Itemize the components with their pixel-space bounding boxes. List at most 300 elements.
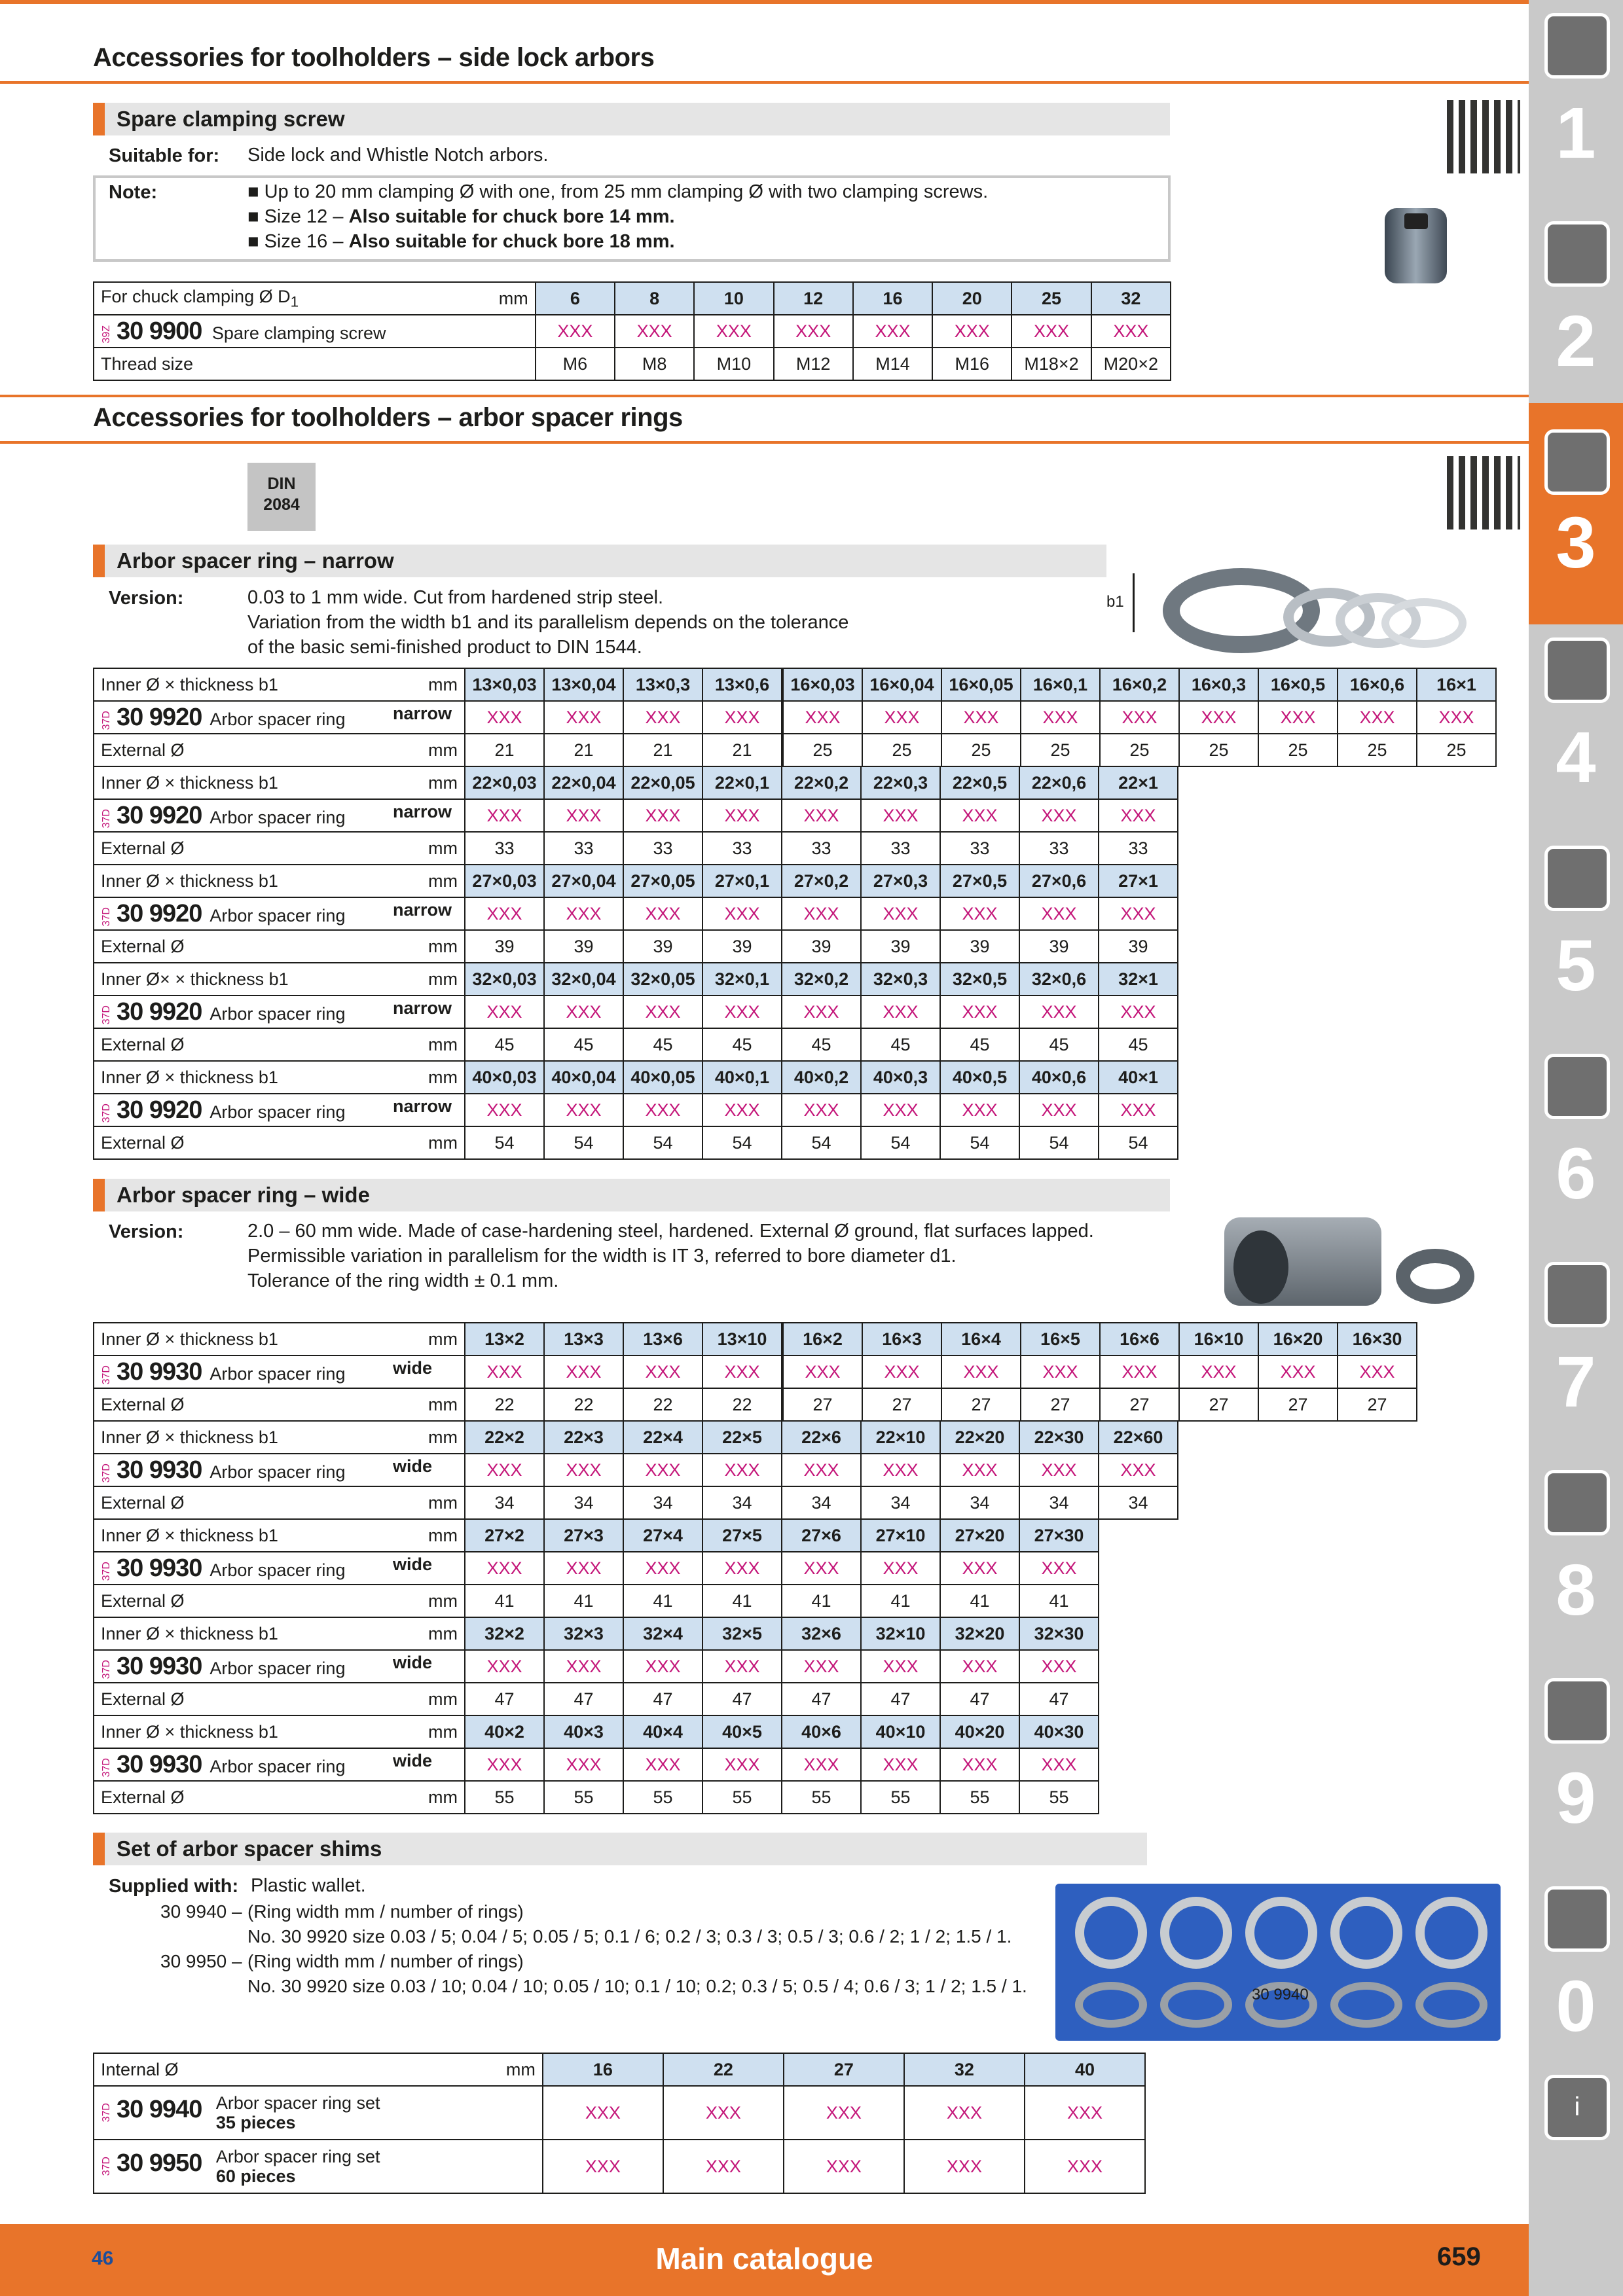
article-cell xyxy=(94,315,536,348)
external-cell: 27 xyxy=(1179,1388,1258,1421)
size-cell: 40×3 xyxy=(544,1715,623,1748)
chapter-tab-8[interactable] xyxy=(1529,1457,1623,1665)
chapter-tab-9[interactable] xyxy=(1529,1665,1623,1873)
chapter-tab-3[interactable] xyxy=(1529,403,1623,624)
external-cell: 45 xyxy=(940,1028,1019,1061)
price-cell[interactable]: XXX xyxy=(1091,315,1171,348)
size-cell: 32 xyxy=(1091,282,1171,315)
price-cell[interactable]: XXX xyxy=(1021,1355,1100,1388)
price-cell[interactable]: XXX xyxy=(623,701,702,734)
ring-type: narrow xyxy=(393,997,452,1018)
price-cell[interactable]: XXX xyxy=(940,996,1019,1028)
price-cell[interactable]: XXX xyxy=(940,1748,1019,1781)
price-cell[interactable]: XXX xyxy=(1019,1650,1099,1683)
external-cell: 21 xyxy=(544,734,623,766)
version-line: 2.0 – 60 mm wide. Made of case-hardening steel, hardened. External Ø ground, flat surfaces lapped. xyxy=(247,1221,1094,1242)
external-cell: 33 xyxy=(1019,832,1099,865)
article-number[interactable]: 30 9920 xyxy=(117,801,202,829)
price-cell[interactable]: XXX xyxy=(702,1748,782,1781)
price-cell[interactable]: XXX xyxy=(782,1094,861,1126)
price-cell[interactable]: XXX xyxy=(1021,701,1100,734)
wrench-icon xyxy=(1544,1054,1610,1119)
piece-count: 35 pieces xyxy=(215,2113,296,2132)
article-number[interactable]: 30 9920 xyxy=(117,997,202,1026)
price-cell[interactable]: XXX xyxy=(623,1748,702,1781)
price-cell[interactable]: XXX xyxy=(1099,1454,1178,1486)
chapter-tab-1[interactable] xyxy=(1529,0,1623,208)
price-cell[interactable]: XXX xyxy=(1019,1454,1099,1486)
price-cell[interactable]: XXX xyxy=(663,2086,784,2140)
external-cell: 55 xyxy=(544,1781,623,1814)
size-cell: 22×30 xyxy=(1019,1421,1099,1454)
supplied-text: Plastic wallet. xyxy=(251,1875,366,1896)
price-cell[interactable]: XXX xyxy=(1099,996,1178,1028)
price-cell[interactable]: XXX xyxy=(1025,2086,1145,2140)
price-cell[interactable]: XXX xyxy=(782,996,861,1028)
article-number[interactable]: 30 9900 xyxy=(117,317,202,345)
price-cell[interactable]: XXX xyxy=(932,315,1012,348)
price-cell[interactable]: XXX xyxy=(782,1650,861,1683)
price-cell[interactable]: XXX xyxy=(941,701,1021,734)
section-title: Accessories for toolholders – arbor spacer rings xyxy=(93,403,683,432)
external-cell: 54 xyxy=(702,1126,782,1159)
size-label: Inner Ø× × thickness b1 xyxy=(94,963,395,996)
ring-size-table xyxy=(93,1322,1417,1422)
price-cell[interactable]: XXX xyxy=(702,1552,782,1585)
size-cell: 16×20 xyxy=(1258,1323,1338,1355)
version-line: Tolerance of the ring width ± 0.1 mm. xyxy=(247,1270,559,1291)
price-cell[interactable]: XXX xyxy=(1099,799,1178,832)
price-cell[interactable]: XXX xyxy=(1019,996,1099,1028)
note-list: ■ Up to 20 mm clamping Ø with one, from 25 mm clamping Ø with two clamping screws. ■ Size 12 – Also suitable for chuck bore 14 mm. ■ Size 16 – Also suitable for chuck bore 18 mm. xyxy=(247,181,989,252)
table-header-label: Internal Ø xyxy=(94,2053,469,2086)
thread-cell: M10 xyxy=(694,348,773,380)
section-title: Accessories for toolholders – side lock arbors xyxy=(93,43,655,72)
price-cell[interactable]: XXX xyxy=(623,996,702,1028)
size-cell: 40×6 xyxy=(782,1715,861,1748)
price-cell[interactable]: XXX xyxy=(1025,2140,1145,2193)
shim-set-photo xyxy=(1055,1884,1501,2041)
price-cell[interactable]: XXX xyxy=(1099,897,1178,930)
article-name: Arbor spacer ring xyxy=(210,807,346,827)
price-cell[interactable]: XXX xyxy=(623,897,702,930)
size-cell: 40×0,05 xyxy=(623,1061,702,1094)
article-number[interactable]: 30 9930 xyxy=(117,1456,202,1484)
price-cell[interactable]: XXX xyxy=(465,799,544,832)
price-cell[interactable]: XXX xyxy=(465,1650,544,1683)
external-cell: 34 xyxy=(940,1486,1019,1519)
article-number[interactable]: 30 9920 xyxy=(117,703,202,731)
price-cell[interactable]: XXX xyxy=(1100,701,1179,734)
photo-label: 30 9940 xyxy=(1252,1986,1309,2003)
price-cell[interactable]: XXX xyxy=(861,1094,940,1126)
article-number[interactable]: 30 9930 xyxy=(117,1554,202,1582)
price-cell[interactable]: XXX xyxy=(702,1650,782,1683)
size-cell: 8 xyxy=(615,282,694,315)
price-cell[interactable]: XXX xyxy=(784,2140,904,2193)
price-cell[interactable]: XXX xyxy=(544,897,623,930)
external-cell: 55 xyxy=(1019,1781,1099,1814)
article-number[interactable]: 30 9930 xyxy=(117,1750,202,1778)
external-cell: 27 xyxy=(1100,1388,1179,1421)
toolbox-icon xyxy=(1544,1470,1610,1535)
external-cell: 45 xyxy=(861,1028,940,1061)
size-cell: 16×4 xyxy=(941,1323,1021,1355)
price-cell[interactable]: XXX xyxy=(543,2086,663,2140)
article-number[interactable]: 30 9930 xyxy=(117,1652,202,1680)
price-cell[interactable]: XXX xyxy=(623,1650,702,1683)
price-cell[interactable]: XXX xyxy=(465,1454,544,1486)
price-cell[interactable]: XXX xyxy=(465,1748,544,1781)
article-number[interactable]: 30 9930 xyxy=(117,1357,202,1386)
external-label: External Ø xyxy=(94,1781,395,1814)
price-cell[interactable]: XXX xyxy=(615,315,694,348)
chapter-tab-7[interactable] xyxy=(1529,1249,1623,1457)
din-badge xyxy=(247,463,316,531)
price-cell[interactable]: XXX xyxy=(1258,1355,1338,1388)
price-cell[interactable]: XXX xyxy=(536,315,615,348)
thread-cell: M18×2 xyxy=(1012,348,1091,380)
price-cell[interactable]: XXX xyxy=(861,799,940,832)
qr-code[interactable] xyxy=(1447,456,1520,529)
size-cell: 27×0,03 xyxy=(465,865,544,897)
price-cell[interactable]: XXX xyxy=(1258,701,1338,734)
price-cell[interactable]: XXX xyxy=(853,315,932,348)
external-cell: 47 xyxy=(544,1683,623,1715)
size-cell: 32×6 xyxy=(782,1617,861,1650)
external-cell: 33 xyxy=(623,832,702,865)
external-cell: 39 xyxy=(861,930,940,963)
size-label: Inner Ø × thickness b1 xyxy=(94,1715,395,1748)
size-cell: 22×0,05 xyxy=(623,766,702,799)
price-cell[interactable]: XXX xyxy=(940,1650,1019,1683)
price-cell[interactable]: XXX xyxy=(1338,1355,1417,1388)
price-cell[interactable]: XXX xyxy=(1012,315,1091,348)
size-cell: 32×2 xyxy=(465,1617,544,1650)
article-name: Arbor spacer ring xyxy=(210,905,346,925)
price-cell[interactable]: XXX xyxy=(702,799,782,832)
ring-type: narrow xyxy=(393,899,452,920)
unit: mm xyxy=(395,1028,465,1061)
chapter-tab-info[interactable] xyxy=(1529,2062,1623,2270)
size-cell: 16×0,1 xyxy=(1021,668,1100,701)
external-label: External Ø xyxy=(94,1585,395,1617)
external-cell: 39 xyxy=(940,930,1019,963)
price-cell[interactable]: XXX xyxy=(702,701,782,734)
chapter-number: 2 xyxy=(1556,301,1596,382)
external-cell: 25 xyxy=(782,734,862,766)
article-name: Arbor spacer ring xyxy=(210,1363,346,1384)
price-cell[interactable]: XXX xyxy=(544,996,623,1028)
price-cell[interactable]: XXX xyxy=(694,315,773,348)
unit: mm xyxy=(395,865,465,897)
size-cell: 6 xyxy=(536,282,615,315)
page-ref: 37D xyxy=(101,710,112,730)
price-cell[interactable]: XXX xyxy=(544,1650,623,1683)
price-cell[interactable]: XXX xyxy=(465,996,544,1028)
thread-cell: M16 xyxy=(932,348,1012,380)
price-cell[interactable]: XXX xyxy=(465,701,544,734)
price-cell[interactable]: XXX xyxy=(1099,1094,1178,1126)
size-cell: 27×10 xyxy=(861,1519,940,1552)
ring-size-table xyxy=(93,864,1178,963)
price-cell[interactable]: XXX xyxy=(1179,701,1258,734)
size-cell: 22×0,6 xyxy=(1019,766,1099,799)
safety-goggles-icon xyxy=(1544,1886,1610,1952)
price-cell[interactable]: XXX xyxy=(904,2086,1025,2140)
price-cell[interactable]: XXX xyxy=(940,1552,1019,1585)
price-cell[interactable]: XXX xyxy=(623,1094,702,1126)
price-cell[interactable]: XXX xyxy=(782,701,862,734)
price-cell[interactable]: XXX xyxy=(1019,1094,1099,1126)
price-cell[interactable]: XXX xyxy=(1100,1355,1179,1388)
external-cell: 21 xyxy=(702,734,782,766)
size-cell: 16×0,2 xyxy=(1100,668,1179,701)
external-cell: 55 xyxy=(702,1781,782,1814)
external-cell: 25 xyxy=(1100,734,1179,766)
size-cell: 16×30 xyxy=(1338,1323,1417,1355)
thread-cell: M12 xyxy=(774,348,853,380)
price-cell[interactable]: XXX xyxy=(663,2140,784,2193)
size-cell: 13×6 xyxy=(623,1323,702,1355)
price-cell[interactable]: XXX xyxy=(544,701,623,734)
size-cell: 10 xyxy=(694,282,773,315)
size-cell: 16×2 xyxy=(782,1323,862,1355)
set-line: No. 30 9920 size 0.03 / 5; 0.04 / 5; 0.05 / 5; 0.1 / 6; 0.2 / 3; 0.3 / 3; 0.5 / 3; 0.6 / 2; 1 / 2; 1.5 / 1. xyxy=(247,1926,1012,1946)
size-cell: 27×0,3 xyxy=(861,865,940,897)
external-cell: 45 xyxy=(1099,1028,1178,1061)
price-cell[interactable]: XXX xyxy=(861,897,940,930)
unit: mm xyxy=(395,1781,465,1814)
price-cell[interactable]: XXX xyxy=(465,1552,544,1585)
size-cell: 27×0,1 xyxy=(702,865,782,897)
size-cell: 40×0,6 xyxy=(1019,1061,1099,1094)
version-label: Version: xyxy=(109,1221,184,1242)
size-cell: 16×0,6 xyxy=(1338,668,1417,701)
external-cell: 33 xyxy=(465,832,544,865)
price-cell[interactable]: XXX xyxy=(1019,1748,1099,1781)
ring-type: wide xyxy=(393,1456,433,1476)
external-cell: 21 xyxy=(465,734,544,766)
ring-type: narrow xyxy=(393,801,452,821)
size-cell: 40×0,03 xyxy=(465,1061,544,1094)
din-text: DIN 2084 xyxy=(263,475,300,514)
size-cell: 40×4 xyxy=(623,1715,702,1748)
size-cell: 13×0,6 xyxy=(702,668,782,701)
external-cell: 25 xyxy=(1338,734,1417,766)
chapter-sidebar xyxy=(1529,0,1623,2296)
page-ref: 37D xyxy=(101,1103,112,1123)
page-ref: 37D xyxy=(101,1005,112,1025)
external-label: External Ø xyxy=(94,1486,395,1519)
price-cell[interactable]: XXX xyxy=(465,897,544,930)
price-cell[interactable]: XXX xyxy=(702,996,782,1028)
version-line: Variation from the width b1 and its parallelism depends on the tolerance xyxy=(247,612,849,633)
external-cell: 33 xyxy=(861,832,940,865)
table-header-label: For chuck clamping Ø $D_1$ xyxy=(94,282,462,315)
article-number[interactable]: 30 9920 xyxy=(117,899,202,927)
price-cell[interactable]: XXX xyxy=(1179,1355,1258,1388)
external-cell: 54 xyxy=(1099,1126,1178,1159)
price-cell[interactable]: XXX xyxy=(782,799,861,832)
external-cell: 34 xyxy=(623,1486,702,1519)
page-ref: 37D xyxy=(101,808,112,829)
size-cell: 27×0,04 xyxy=(544,865,623,897)
chapter-tab-4[interactable] xyxy=(1529,624,1623,833)
spacer-ring-wide-image xyxy=(1224,1211,1486,1309)
price-cell[interactable]: XXX xyxy=(544,1748,623,1781)
external-cell: 22 xyxy=(544,1388,623,1421)
size-cell: 22×20 xyxy=(940,1421,1019,1454)
price-cell[interactable]: XXX xyxy=(940,1454,1019,1486)
price-cell[interactable]: XXX xyxy=(465,1355,544,1388)
price-cell[interactable]: XXX xyxy=(544,1454,623,1486)
size-cell: 27×0,5 xyxy=(940,865,1019,897)
external-cell: 25 xyxy=(1258,734,1338,766)
size-cell: 27×1 xyxy=(1099,865,1178,897)
price-cell[interactable]: XXX xyxy=(782,1552,861,1585)
price-cell[interactable]: XXX xyxy=(702,897,782,930)
article-cell xyxy=(94,2140,543,2193)
ring-size-table xyxy=(93,1420,1178,1520)
saw-blade-icon xyxy=(1544,846,1610,911)
article-cell xyxy=(94,1748,465,1781)
external-label: External Ø xyxy=(94,1028,395,1061)
article-number[interactable]: 30 9920 xyxy=(117,1096,202,1124)
price-cell[interactable]: XXX xyxy=(904,2140,1025,2193)
external-cell: 47 xyxy=(465,1683,544,1715)
price-cell[interactable]: XXX xyxy=(940,799,1019,832)
size-label: Inner Ø × thickness b1 xyxy=(94,1617,395,1650)
external-cell: 21 xyxy=(623,734,702,766)
price-cell[interactable]: XXX xyxy=(782,1454,861,1486)
external-cell: 25 xyxy=(1417,734,1496,766)
chapter-tab-2[interactable] xyxy=(1529,208,1623,416)
price-cell[interactable]: XXX xyxy=(782,897,861,930)
external-cell: 55 xyxy=(782,1781,861,1814)
price-cell[interactable]: XXX xyxy=(1417,701,1496,734)
shim-set-table xyxy=(93,2053,1146,2194)
size-cell: 27×4 xyxy=(623,1519,702,1552)
price-cell[interactable]: XXX xyxy=(1019,1552,1099,1585)
price-cell[interactable]: XXX xyxy=(862,701,941,734)
size-cell: 16×6 xyxy=(1100,1323,1179,1355)
price-cell[interactable]: XXX xyxy=(465,1094,544,1126)
price-cell[interactable]: XXX xyxy=(544,1552,623,1585)
subsection-title: Spare clamping screw xyxy=(117,107,345,131)
price-cell[interactable]: XXX xyxy=(940,897,1019,930)
price-cell[interactable]: XXX xyxy=(782,1748,861,1781)
price-cell[interactable]: XXX xyxy=(861,1650,940,1683)
size-cell: 22×60 xyxy=(1099,1421,1178,1454)
price-cell[interactable]: XXX xyxy=(784,2086,904,2140)
price-cell[interactable]: XXX xyxy=(623,1454,702,1486)
subsection-bar xyxy=(93,103,1170,135)
external-cell: 41 xyxy=(544,1585,623,1617)
price-cell[interactable]: XXX xyxy=(940,1094,1019,1126)
price-cell[interactable]: XXX xyxy=(544,1355,623,1388)
size-cell: 13×3 xyxy=(544,1323,623,1355)
chapter-tab-6[interactable] xyxy=(1529,1041,1623,1249)
price-cell[interactable]: XXX xyxy=(544,799,623,832)
price-cell[interactable]: XXX xyxy=(702,1355,782,1388)
price-cell[interactable]: XXX xyxy=(861,1552,940,1585)
price-cell[interactable]: XXX xyxy=(774,315,853,348)
size-label: Inner Ø × thickness b1 xyxy=(94,865,395,897)
external-cell: 47 xyxy=(623,1683,702,1715)
article-cell xyxy=(94,1355,465,1388)
external-cell: 45 xyxy=(465,1028,544,1061)
price-cell[interactable]: XXX xyxy=(543,2140,663,2193)
size-cell: 32×0,05 xyxy=(623,963,702,996)
price-cell[interactable]: XXX xyxy=(1019,799,1099,832)
price-cell[interactable]: XXX xyxy=(623,1355,702,1388)
price-cell[interactable]: XXX xyxy=(544,1094,623,1126)
external-cell: 47 xyxy=(940,1683,1019,1715)
unit: mm xyxy=(462,282,536,315)
unit: mm xyxy=(469,2053,543,2086)
price-cell[interactable]: XXX xyxy=(861,1454,940,1486)
external-cell: 39 xyxy=(702,930,782,963)
external-cell: 41 xyxy=(702,1585,782,1617)
size-cell: 12 xyxy=(774,282,853,315)
price-cell[interactable]: XXX xyxy=(623,1552,702,1585)
price-cell[interactable]: XXX xyxy=(702,1454,782,1486)
article-name: Arbor spacer ring xyxy=(210,709,346,729)
article-number[interactable]: 30 9950 xyxy=(117,2149,202,2178)
size-cell: 27×6 xyxy=(782,1519,861,1552)
subsection-bar xyxy=(93,545,1106,577)
top-rule xyxy=(0,0,1529,4)
price-cell[interactable]: XXX xyxy=(861,1748,940,1781)
price-cell[interactable]: XXX xyxy=(1338,701,1417,734)
size-cell: 32×20 xyxy=(940,1617,1019,1650)
price-cell[interactable]: XXX xyxy=(782,1355,862,1388)
size-cell: 16×0,3 xyxy=(1179,668,1258,701)
chapter-tab-0[interactable] xyxy=(1529,1873,1623,2081)
size-cell: 25 xyxy=(1012,282,1091,315)
price-cell[interactable]: XXX xyxy=(702,1094,782,1126)
price-cell[interactable]: XXX xyxy=(941,1355,1021,1388)
size-cell: 32×1 xyxy=(1099,963,1178,996)
size-cell: 32×30 xyxy=(1019,1617,1099,1650)
price-cell[interactable]: XXX xyxy=(1019,897,1099,930)
size-cell: 40×1 xyxy=(1099,1061,1178,1094)
article-name: Arbor spacer ring xyxy=(210,1102,346,1122)
external-cell: 34 xyxy=(544,1486,623,1519)
qr-code[interactable] xyxy=(1447,100,1520,173)
size-cell: 22×2 xyxy=(465,1421,544,1454)
note-label: Note: xyxy=(109,182,158,203)
size-cell: 16×3 xyxy=(862,1323,941,1355)
size-cell: 32×0,5 xyxy=(940,963,1019,996)
chapter-number: 8 xyxy=(1556,1550,1596,1630)
size-cell: 32×0,03 xyxy=(465,963,544,996)
price-cell[interactable]: XXX xyxy=(862,1355,941,1388)
external-cell: 45 xyxy=(702,1028,782,1061)
note-item: Size 16 – Also suitable for chuck bore 18 mm. xyxy=(264,231,675,252)
external-cell: 54 xyxy=(1019,1126,1099,1159)
version-line: of the basic semi-finished product to DIN 1544. xyxy=(247,637,642,658)
price-cell[interactable]: XXX xyxy=(623,799,702,832)
chapter-tab-5[interactable] xyxy=(1529,833,1623,1041)
size-cell: 22×0,03 xyxy=(465,766,544,799)
info-icon: i xyxy=(1544,2075,1610,2140)
ring-size-table xyxy=(93,766,1178,865)
price-cell[interactable]: XXX xyxy=(861,996,940,1028)
external-cell: 39 xyxy=(465,930,544,963)
article-number[interactable]: 30 9940 xyxy=(117,2096,202,2124)
